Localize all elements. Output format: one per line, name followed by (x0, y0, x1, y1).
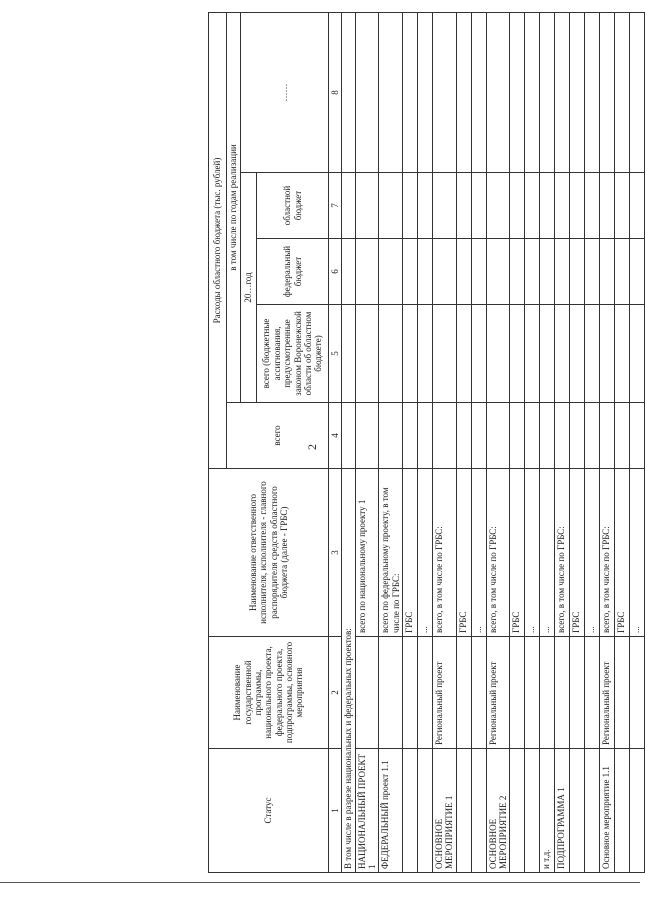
row-executor: ... (540, 469, 555, 637)
row-executor: ... (630, 469, 645, 637)
table-row (630, 13, 645, 873)
value-cell (379, 239, 403, 305)
table-row (600, 13, 615, 873)
value-cell (456, 403, 471, 469)
value-cell (456, 13, 471, 173)
table-row (486, 13, 510, 873)
header-total: всего (227, 403, 329, 469)
row-status: Основное мероприятие 1.1 (600, 749, 615, 873)
row-status (630, 749, 645, 873)
header-federal: федеральный бюджет (257, 239, 329, 305)
value-cell (456, 173, 471, 239)
value-cell (540, 239, 555, 305)
value-cell (379, 173, 403, 239)
value-cell (630, 239, 645, 305)
value-cell (555, 239, 570, 305)
row-executor: ГРБС (456, 469, 471, 637)
value-cell (630, 305, 645, 403)
header-by-years: в том числе по годам реализации (227, 13, 241, 403)
value-cell (456, 305, 471, 403)
row-executor: ... (525, 469, 540, 637)
value-cell (525, 403, 540, 469)
table-row (471, 13, 486, 873)
row-name (456, 637, 471, 749)
expenses-table (208, 12, 645, 873)
value-cell (510, 403, 525, 469)
row-status (418, 749, 433, 873)
row-executor: ГРБС (615, 469, 630, 637)
value-cell (403, 239, 418, 305)
value-cell (525, 13, 540, 173)
table-row (355, 13, 379, 873)
value-cell (471, 173, 486, 239)
row-name: Региональный проект (600, 637, 615, 749)
row-status: ФЕДЕРАЛЬНЫЙ проект 1.1 (379, 749, 403, 873)
value-cell (471, 13, 486, 173)
row-name (585, 637, 600, 749)
value-cell (486, 13, 510, 173)
value-cell (418, 173, 433, 239)
value-cell (355, 403, 379, 469)
value-cell (555, 13, 570, 173)
value-cell (418, 403, 433, 469)
value-cell (570, 403, 585, 469)
row-status (456, 749, 471, 873)
section-row (342, 13, 355, 873)
value-cell (433, 13, 457, 173)
value-cell (433, 173, 457, 239)
value-cell (585, 13, 600, 173)
value-cell (600, 239, 615, 305)
value-cell (615, 239, 630, 305)
value-cell (600, 305, 615, 403)
value-cell (585, 403, 600, 469)
header-year: 20…год (241, 173, 257, 403)
value-cell (630, 403, 645, 469)
header-expenses: Расходы областного бюджета (тыс. рублей) (209, 13, 227, 469)
row-name: Региональный проект (486, 637, 510, 749)
value-cell (510, 173, 525, 239)
row-status (615, 749, 630, 873)
value-cell (486, 239, 510, 305)
header-etc: …… (241, 13, 329, 173)
row-name (555, 637, 570, 749)
value-cell (418, 239, 433, 305)
column-number: 1 (329, 749, 342, 873)
row-executor: всего, в том числе по ГРБС: (600, 469, 615, 637)
column-number: 5 (329, 305, 342, 403)
value-cell (540, 403, 555, 469)
value-cell (615, 13, 630, 173)
value-cell (615, 403, 630, 469)
value-cell (403, 305, 418, 403)
value-cell (540, 173, 555, 239)
value-cell (403, 403, 418, 469)
table-row (585, 13, 600, 873)
value-cell (471, 239, 486, 305)
value-cell (403, 13, 418, 173)
page-number: 2 (304, 444, 319, 450)
table-row (570, 13, 585, 873)
value-cell (486, 305, 510, 403)
column-numbers-row (329, 13, 342, 873)
table-row (379, 13, 403, 873)
value-cell (570, 239, 585, 305)
header-year-total: всего (бюджетные ассигнования, предусмотренные законом Воронежской области об областном бюджете) (257, 305, 329, 403)
row-status (471, 749, 486, 873)
row-executor: ... (471, 469, 486, 637)
row-status (585, 749, 600, 873)
page-bottom-rule (0, 882, 640, 883)
value-cell (570, 305, 585, 403)
row-name (630, 637, 645, 749)
value-cell (355, 13, 379, 173)
value-cell (600, 173, 615, 239)
row-status (403, 749, 418, 873)
value-cell (471, 403, 486, 469)
row-status: ОСНОВНОЕ МЕРОПРИЯТИЕ 1 (433, 749, 457, 873)
value-cell (433, 305, 457, 403)
column-number: 4 (329, 403, 342, 469)
value-cell (540, 13, 555, 173)
value-cell (510, 13, 525, 173)
row-status: и т.д. (540, 749, 555, 873)
value-cell (540, 305, 555, 403)
row-executor: всего, в том числе по ГРБС: (486, 469, 510, 637)
row-name (570, 637, 585, 749)
value-cell (555, 403, 570, 469)
value-cell (600, 403, 615, 469)
value-cell (379, 403, 403, 469)
row-name (403, 637, 418, 749)
value-cell (630, 13, 645, 173)
row-executor: ... (418, 469, 433, 637)
value-cell (585, 305, 600, 403)
value-cell (379, 13, 403, 173)
row-executor: всего по федеральному проекту, в том числе по ГРБС: (379, 469, 403, 637)
row-name (525, 637, 540, 749)
header-status: Статус (209, 749, 329, 873)
table-row (403, 13, 418, 873)
column-number: 6 (329, 239, 342, 305)
value-cell (433, 403, 457, 469)
value-cell (471, 305, 486, 403)
value-cell (525, 305, 540, 403)
row-name (540, 637, 555, 749)
row-status (570, 749, 585, 873)
row-executor: ГРБС (570, 469, 585, 637)
row-name (355, 637, 379, 749)
value-cell (570, 173, 585, 239)
value-cell (615, 305, 630, 403)
value-cell (418, 305, 433, 403)
column-number: 2 (329, 637, 342, 749)
row-executor: всего по национальному проекту 1 (355, 469, 379, 637)
column-number: 8 (329, 13, 342, 173)
row-status (525, 749, 540, 873)
row-executor: ГРБС (510, 469, 525, 637)
table-row (418, 13, 433, 873)
value-cell (355, 173, 379, 239)
value-cell (456, 239, 471, 305)
value-cell (486, 403, 510, 469)
value-cell (510, 239, 525, 305)
row-executor: всего, в том числе по ГРБС: (433, 469, 457, 637)
value-cell (585, 173, 600, 239)
row-status: НАЦИОНАЛЬНЫЙ ПРОЕКТ 1 (355, 749, 379, 873)
value-cell (418, 13, 433, 173)
row-executor: ГРБС (403, 469, 418, 637)
value-cell (510, 305, 525, 403)
value-cell (433, 239, 457, 305)
row-executor: ... (585, 469, 600, 637)
row-name (379, 637, 403, 749)
value-cell (355, 239, 379, 305)
row-name (615, 637, 630, 749)
column-number: 7 (329, 173, 342, 239)
row-status: ПОДПРОГРАММА 1 (555, 749, 570, 873)
table-row (540, 13, 555, 873)
row-status: ОСНОВНОЕ МЕРОПРИЯТИЕ 2 (486, 749, 510, 873)
row-name: Региональный проект (433, 637, 457, 749)
row-name (418, 637, 433, 749)
value-cell (525, 239, 540, 305)
value-cell (525, 173, 540, 239)
table-row (555, 13, 570, 873)
value-cell (403, 173, 418, 239)
table-row (456, 13, 471, 873)
value-cell (630, 173, 645, 239)
row-name (510, 637, 525, 749)
column-number: 3 (329, 469, 342, 637)
table-row (510, 13, 525, 873)
value-cell (555, 305, 570, 403)
value-cell (615, 173, 630, 239)
header-executor: Наименование ответственного исполнителя, исполнителя - главного распорядителя средств областного бюджета (далее - ГРБС) (209, 469, 329, 637)
table-row (433, 13, 457, 873)
row-name (471, 637, 486, 749)
section-label: В том числе в разрезе национальных и федеральных проектов: (342, 469, 355, 873)
value-cell (600, 13, 615, 173)
header-regional: областной бюджет (257, 173, 329, 239)
header-name: Наименование государственной программы, национального проекта, федерального проекта, подпрограммы, основного мероприятия (209, 637, 329, 749)
value-cell (355, 305, 379, 403)
value-cell (585, 239, 600, 305)
row-status (510, 749, 525, 873)
value-cell (555, 173, 570, 239)
table-row (615, 13, 630, 873)
table-row (525, 13, 540, 873)
value-cell (379, 305, 403, 403)
row-executor: всего, в том числе по ГРБС: (555, 469, 570, 637)
value-cell (486, 173, 510, 239)
value-cell (570, 13, 585, 173)
